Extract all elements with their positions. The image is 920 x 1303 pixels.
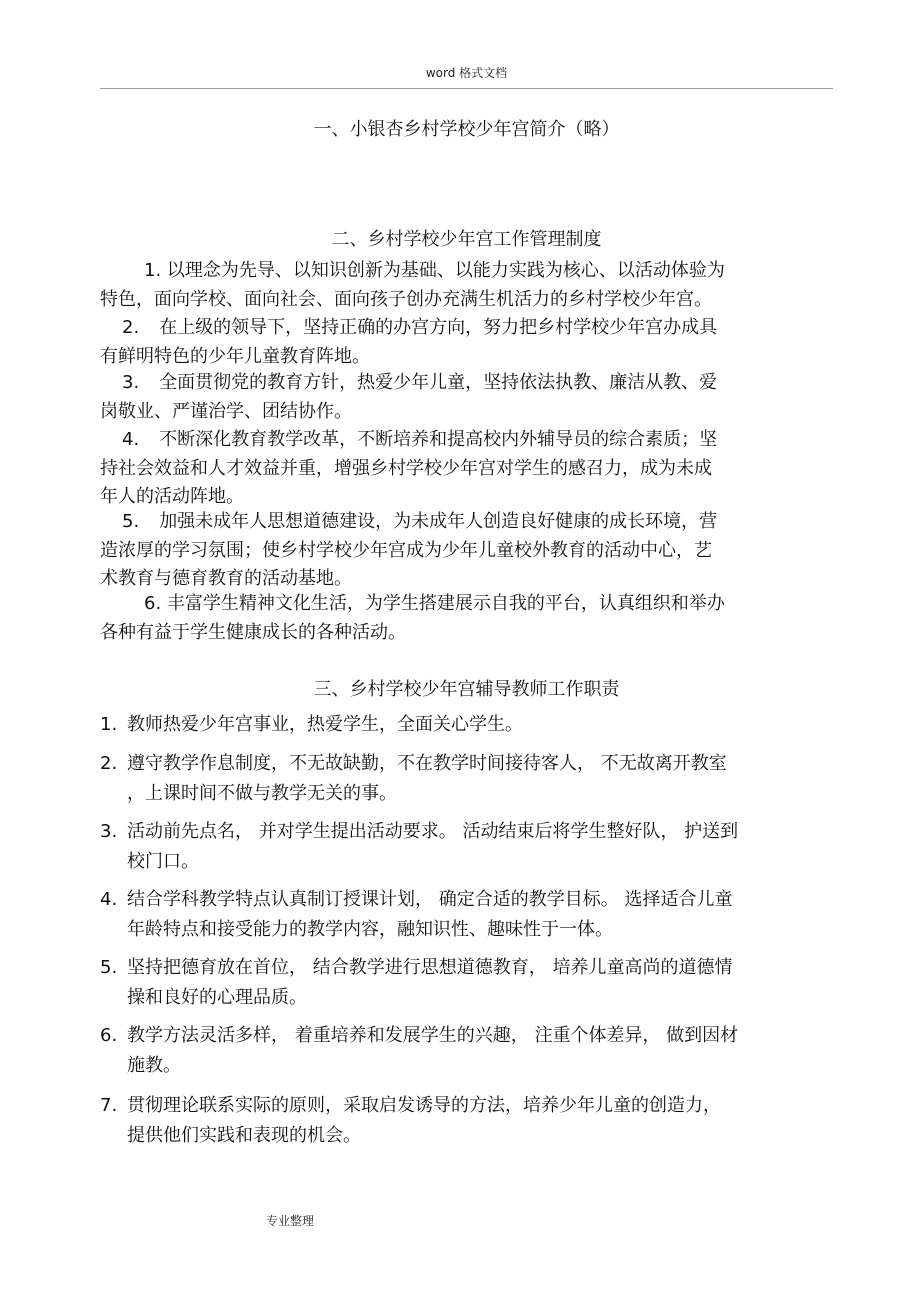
item-text: 术教育与德育教育的活动基地。 <box>100 568 352 589</box>
item-text: 操和良好的心理品质。 <box>127 987 307 1008</box>
section1-title: 一、小银杏乡村学校少年宫简介（略） <box>313 119 620 140</box>
item-text: 造浓厚的学习氛围；使乡村学校少年宫成为少年儿童校外教育的活动中心，艺 <box>100 539 712 561</box>
item-text: 教学方法灵活多样， 着重培养和发展学生的兴趣， 注重个体差异， 做到因材 <box>127 1025 739 1046</box>
item-number: 2. <box>100 753 118 774</box>
page-footer: 专业整理 <box>266 1214 315 1228</box>
item-text: 加强未成年人思想道德建设，为未成年人创造良好健康的成长环境，营 <box>159 511 718 532</box>
item-text: 持社会效益和人才效益并重，增强乡村学校少年宫对学生的感召力，成为未成 <box>100 457 712 479</box>
item-text: 有鲜明特色的少年儿童教育阵地。 <box>100 345 370 367</box>
item-text: 不断深化教育教学改革，不断培养和提高校内外辅导员的综合素质；坚 <box>159 429 718 450</box>
item-number: 5. <box>100 957 118 978</box>
item-text: 提供他们实践和表现的机会。 <box>127 1125 361 1146</box>
item-text: 贯彻理论联系实际的原则，采取启发诱导的方法，培养少年儿童的创造力， <box>127 1095 721 1116</box>
item-text: 活动前先点名， 并对学生提出活动要求。 活动结束后将学生整好队， 护送到 <box>127 821 739 842</box>
item-text: 校门口。 <box>127 851 199 872</box>
item-number: 6. <box>100 1025 118 1046</box>
duty-item-5 <box>100 953 840 1013</box>
duty-item-4 <box>100 885 840 945</box>
duty-item-3 <box>100 817 840 877</box>
regulation-item-2 <box>100 314 840 371</box>
item-text: ，上课时间不做与教学无关的事。 <box>127 783 397 804</box>
header-divider <box>100 88 833 89</box>
regulation-item-1 <box>100 257 840 314</box>
item-text: 岗敬业、严谨治学、团结协作。 <box>100 400 352 422</box>
duty-item-1 <box>100 710 840 740</box>
section2-title: 二、乡村学校少年宫工作管理制度 <box>331 229 602 250</box>
item-text: 全面贯彻党的教育方针，热爱少年儿童，坚持依法执教、廉洁从教、爱 <box>159 372 718 393</box>
item-number: 4. <box>100 889 118 910</box>
item-text: 结合学科教学特点认真制订授课计划， 确定合适的教学目标。 选择适合儿童 <box>127 889 733 910</box>
item-text: 年人的活动阵地。 <box>100 486 244 507</box>
page-header: word 格式文档 <box>425 66 508 80</box>
item-text: 坚持把德育放在首位， 结合教学进行思想道德教育， 培养儿童高尚的道德情 <box>127 957 733 978</box>
item-number: 5. <box>122 511 140 532</box>
duty-item-7 <box>100 1091 840 1151</box>
item-number: 3. <box>100 821 118 842</box>
regulation-item-4 <box>100 426 840 512</box>
item-text: 施教。 <box>127 1055 181 1076</box>
item-number: 6. <box>144 593 162 614</box>
regulation-item-5 <box>100 508 840 594</box>
item-text: 在上级的领导下，坚持正确的办宫方向，努力把乡村学校少年宫办成具 <box>159 317 718 338</box>
duty-item-6 <box>100 1021 840 1081</box>
item-text: 各种有益于学生健康成长的各种活动。 <box>100 621 406 643</box>
regulation-item-6 <box>100 590 840 647</box>
item-text: 以理念为先导、以知识创新为基础、以能力实践为核心、以活动体验为 <box>166 260 725 281</box>
item-number: 7. <box>100 1095 118 1116</box>
item-text: 遵守教学作息制度，不无故缺勤，不在教学时间接待客人， 不无故离开教室 <box>127 753 727 774</box>
item-text: 年龄特点和接受能力的教学内容，融知识性、趣味性于一体。 <box>127 919 613 940</box>
item-number: 2. <box>122 317 140 338</box>
item-text: 丰富学生精神文化生活，为学生搭建展示自我的平台，认真组织和举办 <box>166 593 725 614</box>
item-text: 教师热爱少年宫事业，热爱学生，全面关心学生。 <box>127 714 523 735</box>
item-text: 特色，面向学校、面向社会、面向孩子创办充满生机活力的乡村学校少年宫。 <box>100 288 712 310</box>
duty-item-2 <box>100 749 840 809</box>
section3-title: 三、乡村学校少年宫辅导教师工作职责 <box>313 679 620 700</box>
item-number: 1. <box>100 714 118 735</box>
item-number: 3. <box>122 372 140 393</box>
item-number: 1. <box>144 260 162 281</box>
regulation-item-3 <box>100 369 840 426</box>
item-number: 4. <box>122 429 140 450</box>
